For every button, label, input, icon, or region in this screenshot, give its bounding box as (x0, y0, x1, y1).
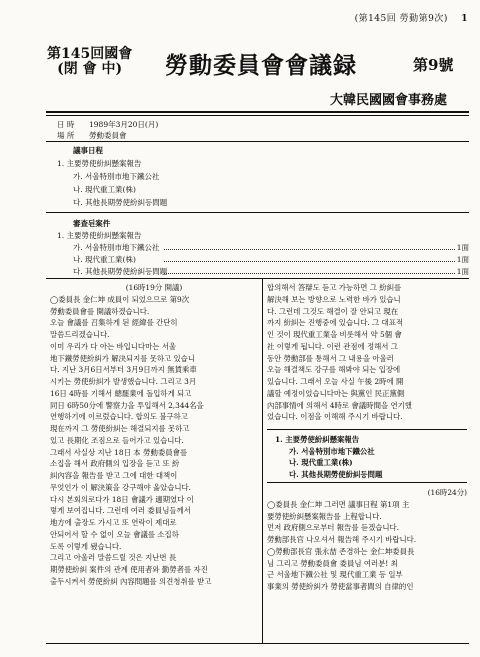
handled-subitem: 가. 서울特別市地下鐵公社 (73, 243, 160, 252)
text-line: 었습니다. 이점을 이해해 주시기 바랍니다. (267, 412, 403, 422)
left-column (50, 282, 258, 588)
text-line: 事業의 勞使紛糾가 勞使當事者間의 自律的인 (267, 582, 414, 591)
text-line: 동안 勞動部를 통해서 그 내용을 아울러 (267, 353, 394, 363)
place-value: 勞動委員會 (89, 131, 127, 140)
meeting-date (57, 119, 158, 130)
page-number: 1 (461, 14, 468, 24)
leader-dots (164, 273, 455, 274)
column-divider (262, 278, 263, 643)
text-line: 있습니다. 그래서 오늘 사실 午後 2時에 開 (267, 377, 404, 386)
agenda-box (267, 429, 467, 483)
text-line: 社 이렇게 됩니다. 이런 관점에 정해서 그 (267, 341, 398, 351)
agenda-heading: 議事日程 (73, 146, 103, 155)
session-status: (閉 會 中) (57, 61, 123, 77)
text-line: 同日 6時50分에 警察力을 투입해서 2,344名을 (50, 400, 204, 410)
text-line: 그래서 사실상 지난 18日 本 勞動委員會를 (50, 447, 188, 457)
text-line: 內部事情에 의해서 4時로 會議時間을 연기했 (267, 400, 412, 410)
publisher: 大韓民國國會事務處 (330, 93, 448, 108)
text-line: 다. 지난 3月6日서부터 3月9日까지 無賃乘車 (50, 365, 197, 375)
minutes-title: 勞動委員會會議録 (165, 52, 357, 79)
text-line: 도록 이렇게 됐습니다. (50, 541, 122, 551)
divider (46, 278, 469, 279)
place-label: 場 所 (57, 131, 75, 140)
running-header (355, 11, 468, 24)
text-line: 議할 예정이었습니다마는 與黨인 民正黨側 (267, 388, 405, 398)
text-line: 먼저 政府側으로부터 報告를 듣겠습니다. (267, 523, 400, 533)
divider (46, 111, 469, 113)
time-stamp: (16時24分) (427, 488, 467, 497)
agenda-box-item: 1. 主要勞使紛糾懸案報告 (275, 435, 360, 444)
text-line: 출두시켜서 勞使紛糾 內容問題를 의견청취를 받고 (50, 576, 212, 586)
text-line: 말씀드리겠습니다. (50, 330, 110, 339)
text-line: ◯委員長 金仁坤 成員이 되었으므로 第9次 (50, 294, 190, 304)
text-line: 님 그리고 勞動委員會 委員님 여러분! 최 (267, 558, 398, 568)
agenda-subitem: 다. 其他長期勞使紛糾등問題 (73, 198, 168, 207)
session-block (47, 47, 132, 77)
text-line: 解決해 보는 방향으로 노력한 바가 있습니 (267, 294, 401, 304)
text-line: 까지 紛糾는 진행중에 있습니다. 그 대표적 (267, 318, 403, 328)
leader-dots (164, 249, 455, 250)
agenda-subitem: 나. 現代重工業(株) (73, 185, 136, 194)
agenda-box-subitem: 가. 서울特別市地下鐵公社 (289, 446, 375, 456)
session-number: 第145回國會 (47, 46, 133, 62)
leader-dots (164, 261, 455, 262)
text-line: 糾內容을 報告를 받고 그에 대한 대책이 (50, 471, 178, 480)
text-line: 期勞使紛糾 案件의 관계 使用者와 勤勞者를 자진 (50, 565, 208, 574)
text-line: 오늘 해결책도 강구를 해봐야 되는 입장에 (267, 365, 401, 375)
handled-item: 1. 主要勞使紛糾懸案報告 (57, 231, 142, 240)
text-line: 이미 우리가 다 아는 바입니다마는 서울 (50, 341, 176, 351)
date-value: 1989年3月20日(月) (89, 120, 159, 129)
divider (46, 141, 469, 142)
divider (46, 115, 469, 116)
opening-time: (16時19分 開議) (125, 283, 183, 292)
page-ref: 1面 (456, 267, 469, 276)
text-line: 勞動部長官 나오셔서 報告해 주시기 바랍니다. (267, 535, 417, 544)
divider (46, 212, 469, 213)
text-line: 要勞使紛糾懸案報告를 上程합니다. (267, 511, 382, 521)
text-line: 다시 본회의로다가 18日 會議가 適期였다 이 (50, 494, 194, 504)
text-line: 16日 4時를 기해서 總罷業에 돌입하게 되고 (50, 388, 192, 398)
meeting-place (57, 130, 127, 141)
running-title: (第145回 勞動第9次) (354, 14, 448, 24)
agenda-box-subitem: 나. 現代重工業(株) (289, 458, 353, 467)
text-line: 地方에 출장도 가시고 또 연락이 제대로 (50, 518, 177, 527)
divider (46, 643, 469, 644)
text-line: 勞動委員會를 開議하겠습니다. (50, 306, 150, 316)
text-line: 地下鐵勞使紛糾가 解決되지를 못하고 있습니 (50, 353, 195, 363)
date-label: 日 時 (57, 120, 75, 129)
text-line: 무엇인가 이 解決策을 강구해야 옳았습니다. (50, 482, 192, 492)
right-column (267, 282, 467, 593)
handled-subitem: 다. 其他長期勞使紛糾등問題 (73, 267, 168, 276)
text-line: 인 것이 現代重工業을 비롯해서 약 5個 會 (267, 330, 402, 339)
handled-heading: 審查된案件 (73, 219, 111, 228)
text-line: 근 서울地下鐵公社 및 現代重工業 등 일부 (267, 570, 403, 580)
text-line: 오늘 會議를 召集하게 된 經緯를 간단히 (50, 318, 178, 328)
text-line: 렇게 보여집니다. 그런데 여러 委員님들께서 (50, 506, 191, 516)
text-line: 안되어서 할 수 없이 오늘 會議를 소집하 (50, 529, 179, 539)
page-ref: 1面 (456, 255, 469, 264)
text-line: 그리고 아울러 말씀드릴 것은 지난번 長 (50, 553, 177, 563)
text-line: ◯勞動部長官 張永喆 존경하는 金仁坤委員長 (267, 546, 415, 556)
text-line: 합의해서 答辯도 듣고 가능하면 그 紛糾를 (267, 283, 402, 292)
agenda-box-subitem: 다. 其他長期勞使紛糾등問題 (289, 469, 383, 479)
text-line: 소집을 해서 政府側의 입장을 듣고 또 紛 (50, 459, 180, 469)
agenda-subitem: 가. 서울特別市地下鐵公社 (73, 172, 160, 181)
page-ref: 1面 (456, 243, 469, 252)
text-line: 있고 長期化 조짐으로 들어가고 있습니다. (50, 435, 184, 445)
text-line: ◯委員長 金仁坤 그러면 議事日程 第1項 主 (267, 499, 410, 509)
text-line: 시키는 勞使紛糾가 발생했습니다. 그리고 3月 (50, 377, 197, 386)
agenda-item: 1. 主要勞使紛糾懸案報告 (57, 159, 142, 168)
text-line: 다. 그런데 그것도 해결이 잘 안되고 現在 (267, 306, 399, 316)
handled-items (46, 216, 469, 278)
text-line: 연행하기에 이르렀습니다. 합의도 불구하고 (50, 412, 188, 422)
issue-number: 第9號 (413, 56, 454, 74)
text-line: 現在까지 그 勞使紛糾는 해결되지를 못하고 (50, 424, 190, 433)
handled-subitem: 나. 現代重工業(株) (73, 255, 136, 264)
